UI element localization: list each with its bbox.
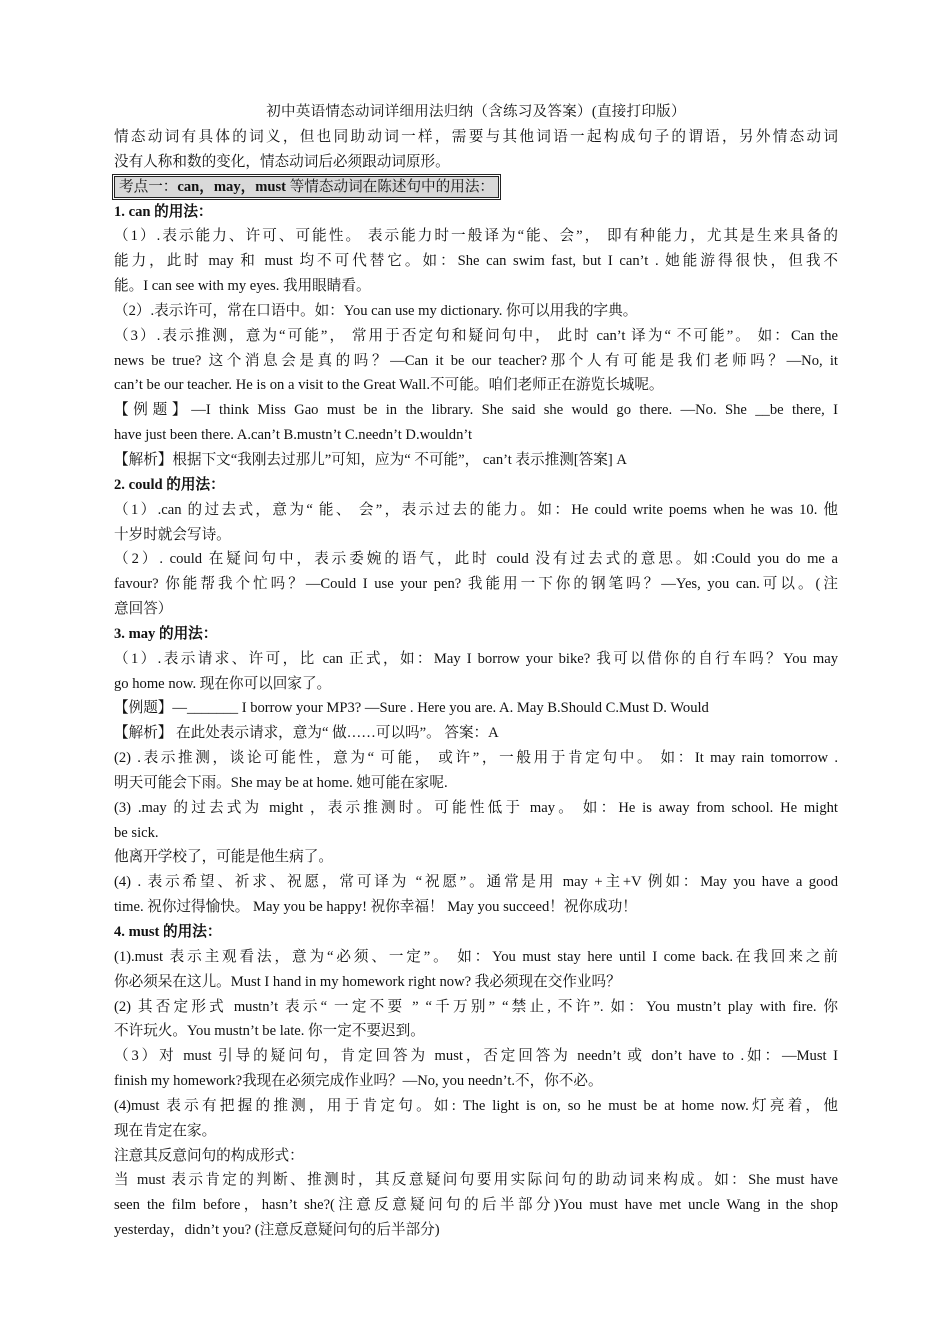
text-line: （2）. could 在疑问句中，表示委婉的语气，此时 could 没有过去式的意思。如:Could you do me a	[114, 551, 838, 568]
kaodian-heading-box	[114, 176, 499, 198]
text-line: 【例题】—_______ I borrow your MP3? —Sure . Here you are. A. May B.Should C.Must D. Would	[114, 700, 709, 717]
text-line: (4) . 表示希望、祈求、祝愿，常可译为 “祝愿”。通常是用 may +主+V 例如：May you have a good	[114, 874, 838, 891]
text-line: have just been there. A.can’t B.mustn’t C.needn’t D.wouldn’t	[114, 427, 473, 444]
text-line: news be true? 这个消息会是真的吗？—Can it be our teacher?那个人有可能是我们老师吗？—No, it	[114, 352, 838, 369]
section-heading: 1. can 的用法：	[114, 203, 213, 220]
intro-line: 情态动词有具体的词义，但也同助动词一样，需要与其他词语一起构成句子的谓语，另外情态动词	[114, 129, 838, 145]
text-line: （1）.can 的过去式，意为“ 能、 会”，表示过去的能力。如：He could write poems when he was 10. 他	[114, 501, 838, 518]
text-line: 意回答）	[114, 601, 173, 618]
text-line: be sick.	[114, 824, 159, 841]
text-line: （3）对 must 引导的疑问句，肯定回答为 must，否定回答为 needn’t 或 don’t have to .如：—Must I	[114, 1048, 838, 1065]
text-line: 不许玩火。You mustn’t be late. 你一定不要迟到。	[114, 1023, 425, 1040]
text-line: 【解析】 在此处表示请求，意为“ 做……可以吗”。 答案：A	[114, 725, 499, 742]
text-line: can’t be our teacher. He is on a visit to the Great Wall.不可能。咱们老师正在游览长城呢。	[114, 377, 664, 394]
text-line: 十岁时就会写诗。	[114, 526, 231, 543]
text-line: seen the film before，hasn’t she?(注意反意疑问句的后半部分)You must have met uncle Wang in the shop	[114, 1197, 838, 1214]
text-line: 明天可能会下雨。She may be at home. 她可能在家呢.	[114, 774, 448, 791]
text-line: 能力，此时 may 和 must 均不可代替它。如：She can swim fast, but I can’t . 她能游得很快，但我不	[114, 253, 838, 270]
text-line: 【解析】根据下文“我刚去过那儿”可知，应为“ 不可能”， can’t 表示推测[答案] A	[114, 451, 627, 468]
text-line: （1）.表示请求、许可，比 can 正式，如：May I borrow your bike? 我可以借你的自行车吗？You may	[114, 650, 838, 667]
text-line: 【例题】—I think Miss Gao must be in the library. She said she would go there. —No. She __be there, I	[114, 402, 838, 419]
text-line: （1）.表示能力、许可、可能性。 表示能力时一般译为“能、会”， 即有种能力，尤其是生来具备的	[114, 228, 838, 245]
text-line: go home now. 现在你可以回家了。	[114, 675, 332, 692]
text-line: (3) .may 的过去式为 might ，表示推测时。可能性低于 may。 如：He is away from school. He might	[114, 799, 838, 816]
text-line: 现在肯定在家。	[114, 1122, 217, 1139]
section-heading: 3. may 的用法：	[114, 625, 218, 642]
text-line: finish my homework?我现在必须完成作业吗？—No, you needn’t.不，你不必。	[114, 1073, 603, 1090]
text-line: 你必须呆在这儿。Must I hand in my homework right now? 我必须现在交作业吗？	[114, 973, 621, 990]
text-line: （3）.表示推测，意为“可能”， 常用于否定句和疑问句中， 此时 can’t 译为“ 不可能”。 如：Can the	[114, 327, 838, 344]
text-line: yesterday，didn’t you? (注意反意疑问句的后半部分)	[114, 1222, 440, 1239]
text-line: (4)must 表示有把握的推测，用于肯定句。如: The light is on, so he must be at home now.灯亮着，他	[114, 1097, 838, 1114]
text-line: favour? 你能帮我个忙吗？—Could I use your pen? 我能用一下你的钢笔吗？—Yes, you can.可以。(注	[114, 576, 838, 593]
text-line: time. 祝你过得愉快。 May you be happy! 祝你幸福！ May you succeed！祝你成功！	[114, 899, 637, 916]
text-line: (2) 其否定形式 mustn’t 表示“ 一定不要 ” “千万别” “禁止, 不许”. 如：You mustn’t play with fire. 你	[114, 998, 838, 1015]
text-line: (2) .表示推测，谈论可能性，意为“ 可能， 或许”，一般用于肯定句中。 如：It may rain tomorrow .	[114, 750, 838, 767]
text-line: 注意其反意问句的构成形式：	[114, 1147, 304, 1164]
section-heading: 4. must 的用法：	[114, 924, 222, 940]
document-page	[114, 100, 838, 1243]
kaodian-bold: can，may，must	[177, 178, 287, 195]
kaodian-row	[114, 175, 838, 200]
text-line: （2）.表示许可，常在口语中。如：You can use my dictionary. 你可以用我的字典。	[114, 302, 638, 319]
intro-line: 没有人称和数的变化，情态动词后必须跟动词原形。	[114, 153, 450, 170]
text-line: 能。I can see with my eyes. 我用眼睛看。	[114, 278, 371, 295]
kaodian-prefix: 考点一：	[119, 178, 178, 195]
body-text	[114, 200, 838, 1243]
text-line: 当 must 表示肯定的判断、推测时，其反意疑问句要用实际问句的助动词来构成。如：She must have	[114, 1172, 838, 1189]
section-heading: 2. could 的用法：	[114, 476, 225, 493]
document-title: 初中英语情态动词详细用法归纳（含练习及答案）(直接打印版）	[266, 104, 686, 120]
kaodian-suffix: 等情态动词在陈述句中的用法：	[286, 178, 495, 195]
text-line: (1).must 表示主观看法，意为“必须、一定”。 如：You must stay here until I come back.在我回来之前	[114, 948, 838, 965]
text-line: 他离开学校了，可能是他生病了。	[114, 849, 333, 866]
